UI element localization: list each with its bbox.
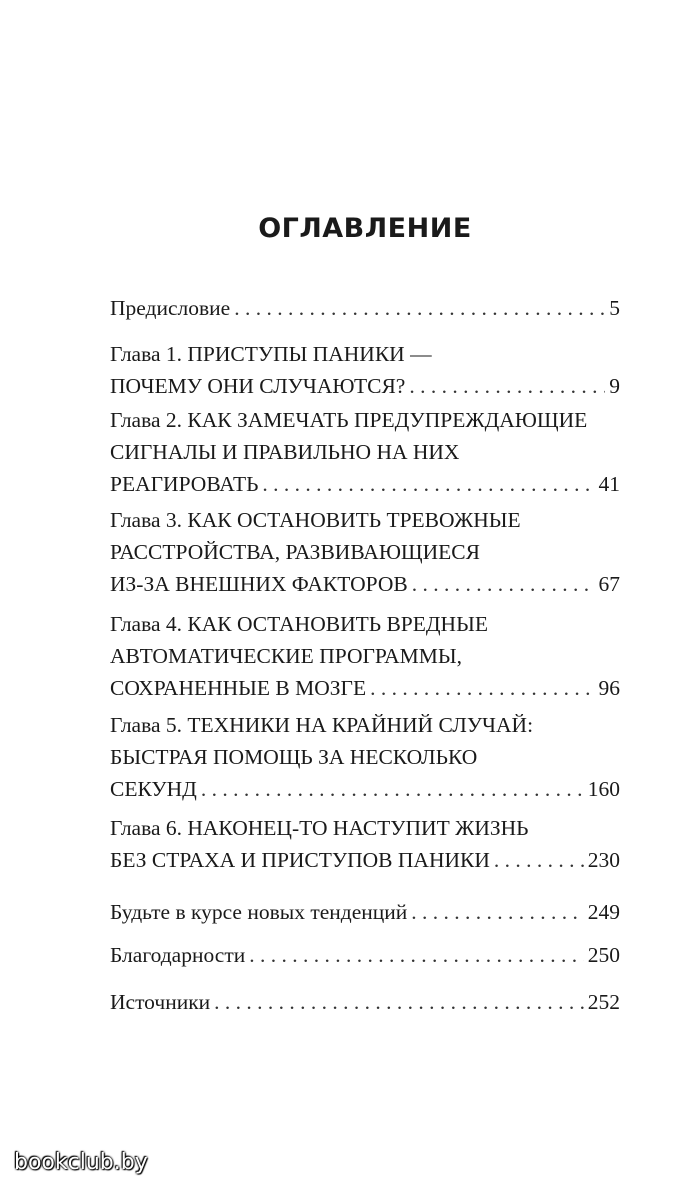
leader-dots [201,773,584,805]
toc-entry-last-line [110,370,620,402]
toc-entry-title: Благодарности [110,943,246,967]
toc-entry-line: Глава 3. КАК ОСТАНОВИТЬ ТРЕВОЖНЫЕ [110,508,521,532]
toc-entry[interactable] [110,292,620,324]
page-number: 96 [598,676,620,700]
toc-entry-line: АВТОМАТИЧЕСКИЕ ПРОГРАММЫ, [110,644,462,668]
page-number: 160 [587,777,620,801]
page-number: 41 [598,472,620,496]
toc-entry-line: Глава 6. НАКОНЕЦ-ТО НАСТУПИТ ЖИЗНЬ [110,816,529,840]
toc-entry-last-line [110,773,620,805]
page-number: 67 [598,572,620,596]
leader-dots [249,939,584,971]
toc-entry-title: ИЗ-ЗА ВНЕШНИХ ФАКТОРОВ [110,572,408,596]
page-number: 9 [609,374,620,398]
leader-dots [234,292,605,324]
toc-entry-last-line [110,844,620,876]
toc-entry-line: Глава 4. КАК ОСТАНОВИТЬ ВРЕДНЫЕ [110,612,488,636]
toc-entry-title: СЕКУНД [110,777,197,801]
leader-dots [262,468,594,500]
leader-dots [214,986,584,1018]
toc-entry[interactable] [110,608,620,704]
toc-entry-last-line [110,468,620,500]
toc-entry-title: ПОЧЕМУ ОНИ СЛУЧАЮТСЯ? [110,374,406,398]
toc-entry[interactable] [110,986,620,1018]
toc-entry-title: Будьте в курсе новых тенденций [110,900,408,924]
toc-title: ОГЛАВЛЕНИЕ [258,213,472,244]
toc-entry-last-line [110,568,620,600]
toc-entry[interactable] [110,812,620,876]
page-number: 230 [587,848,620,872]
page-number: 249 [587,900,620,924]
toc-entry-line: СИГНАЛЫ И ПРАВИЛЬНО НА НИХ [110,440,460,464]
toc-entry-last-line [110,292,620,324]
toc-entry[interactable] [110,338,620,402]
page-number: 5 [609,296,620,320]
watermark: bookclub.by [14,1150,148,1175]
toc-entry-line: РАССТРОЙСТВА, РАЗВИВАЮЩИЕСЯ [110,540,480,564]
toc-entry-last-line [110,896,620,928]
toc-entry-title: Источники [110,990,211,1014]
toc-entry[interactable] [110,896,620,928]
toc-entry-title: СОХРАНЕННЫЕ В МОЗГЕ [110,676,367,700]
toc-entry[interactable] [110,939,620,971]
leader-dots [494,844,584,876]
leader-dots [411,896,583,928]
toc-entry[interactable] [110,504,620,600]
toc-entry[interactable] [110,709,620,805]
toc-entry[interactable] [110,404,620,500]
toc-entry-line: Глава 1. ПРИСТУПЫ ПАНИКИ — [110,342,432,366]
toc-entry-title: РЕАГИРОВАТЬ [110,472,259,496]
leader-dots [370,672,594,704]
toc-entry-title: Предисловие [110,296,231,320]
toc-entry-last-line [110,672,620,704]
leader-dots [412,568,595,600]
toc-entry-line: БЫСТРАЯ ПОМОЩЬ ЗА НЕСКОЛЬКО [110,745,478,769]
page-number: 250 [587,943,620,967]
page-number: 252 [587,990,620,1014]
toc-entry-last-line [110,939,620,971]
leader-dots [409,370,605,402]
toc-entry-line: Глава 5. ТЕХНИКИ НА КРАЙНИЙ СЛУЧАЙ: [110,713,534,737]
toc-entry-last-line [110,986,620,1018]
toc-entry-title: БЕЗ СТРАХА И ПРИСТУПОВ ПАНИКИ [110,848,490,872]
toc-entry-line: Глава 2. КАК ЗАМЕЧАТЬ ПРЕДУПРЕЖДАЮЩИЕ [110,408,588,432]
